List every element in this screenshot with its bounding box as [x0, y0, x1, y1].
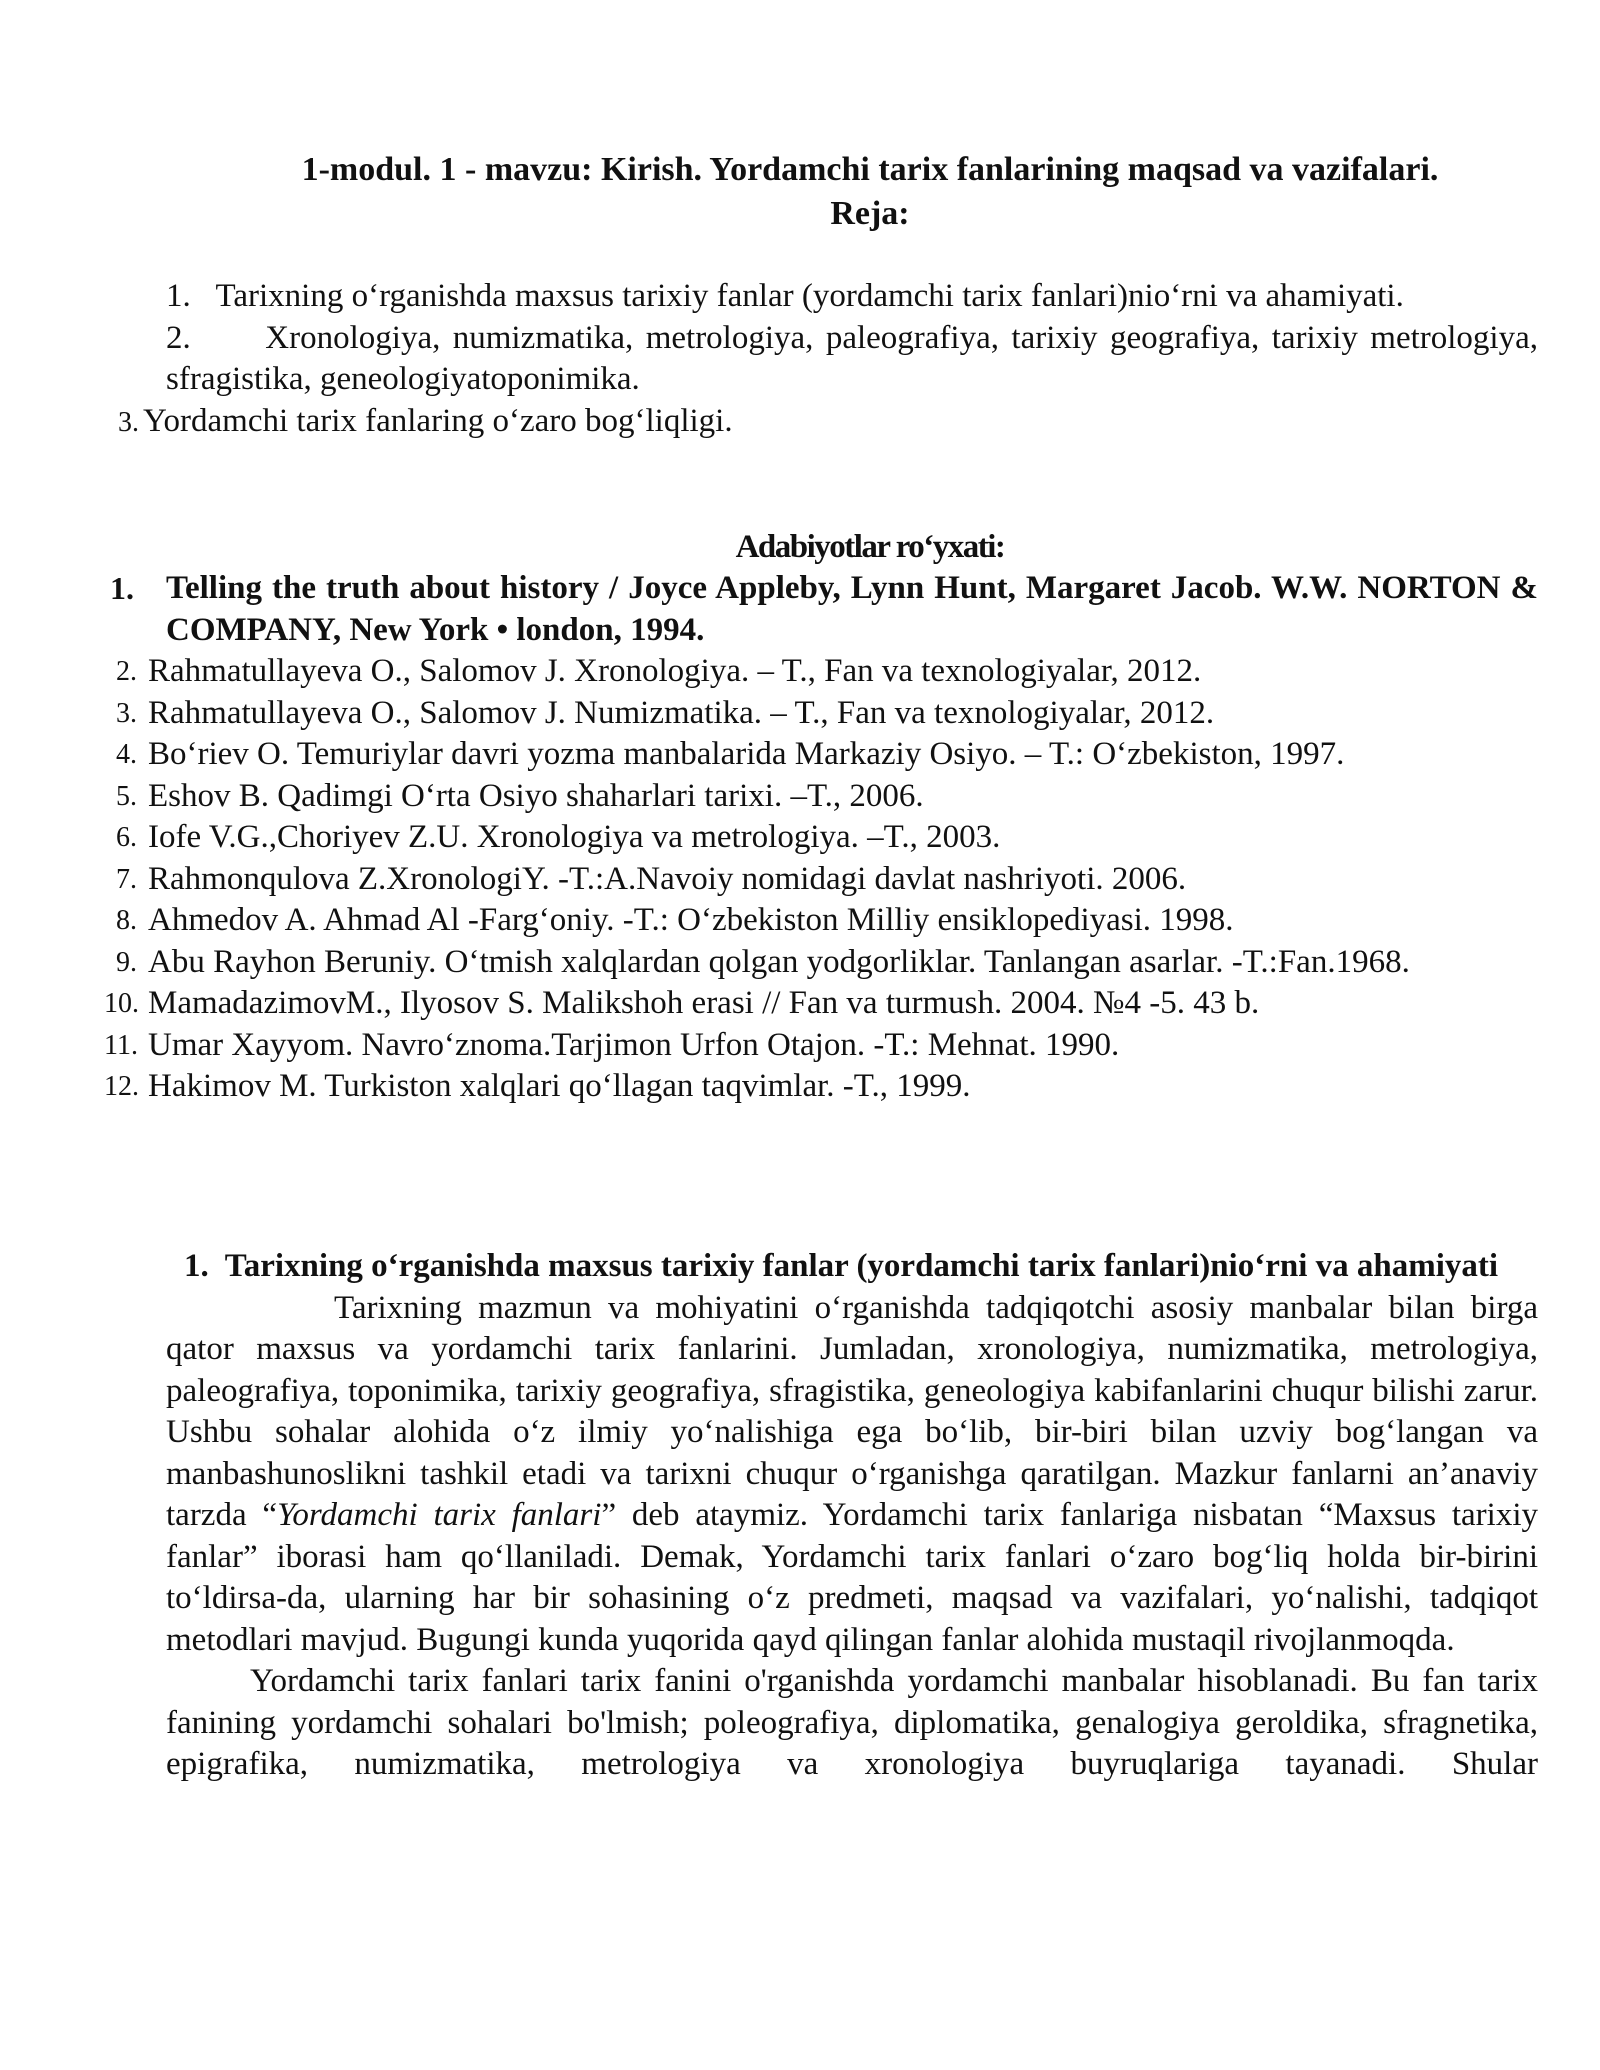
reference-number: 2.	[116, 656, 137, 687]
reference-item	[116, 859, 1538, 901]
reference-item	[116, 900, 1538, 942]
reference-item	[104, 983, 1538, 1025]
plan-item	[166, 318, 1538, 401]
reference-item	[116, 817, 1538, 859]
reference-text: Iofe V.G.,Choriyev Z.U. Xronologiya va metrologiya. –T., 2003.	[148, 819, 1001, 855]
page-title	[0, 148, 1600, 236]
reference-text: Bo‘riev O. Temuriylar davri yozma manbalarida Markaziy Osiyo. – T.: O‘zbekiston, 1997.	[148, 736, 1345, 772]
reference-text: Telling the truth about history / Joyce Appleby, Lynn Hunt, Margaret Jacob. W.W. NORTON & COMPANY, New York • london, 1994.	[166, 570, 1538, 648]
reference-item	[116, 734, 1538, 776]
section-1	[166, 1246, 1538, 1786]
plan-item-number: 1.	[166, 278, 191, 314]
reference-number: 8.	[116, 905, 137, 936]
references-list	[104, 568, 1538, 1108]
reference-text: Umar Xayyom. Navro‘znoma.Tarjimon Urfon Otajon. -T.: Mehnat. 1990.	[148, 1026, 1120, 1063]
section-heading-text: Tarixning o‘rganishda maxsus tarixiy fanlar (yordamchi tarix fanlari)nio‘rni va ahamiyati	[224, 1248, 1499, 1284]
plan-item-number: 3.	[118, 406, 139, 438]
reference-item	[110, 568, 1538, 651]
plan-item-text: Tarixning o‘rganishda maxsus tarixiy fanlar (yordamchi tarix fanlari)nio‘rni va ahamiyati.	[215, 278, 1404, 314]
references-title: Adabiyotlar ro‘yxati:	[735, 529, 1005, 565]
body-paragraph	[166, 1288, 1538, 1662]
plan-item-text: Yordamchi tarix fanlaring o‘zaro bog‘liqligi.	[143, 402, 733, 439]
reference-text: MamadazimovM., Ilyosov S. Malikshoh erasi // Fan va turmush. 2004. №4 -5. 43 b.	[148, 985, 1260, 1021]
reference-text: Hakimov M. Turkiston xalqlari qo‘llagan taqvimlar. -T., 1999.	[148, 1068, 971, 1104]
reference-item	[116, 776, 1538, 818]
reference-item	[116, 942, 1538, 984]
plan-item-number: 2.	[166, 319, 191, 356]
plan-item	[166, 276, 1538, 318]
reference-number: 6.	[116, 822, 137, 853]
reference-item	[104, 1066, 1538, 1108]
plan-item-text: Xronologiya, numizmatika, metrologiya, paleografiya, tarixiy geografiya, tarixiy metrologiya, sfragistika, geneologiyatoponimika.	[166, 319, 1539, 397]
reference-number: 11.	[104, 1029, 138, 1061]
plan-list	[118, 276, 1539, 443]
section-number: 1.	[184, 1248, 209, 1284]
reference-number: 10.	[104, 988, 139, 1019]
reference-text: Rahmatullayeva O., Salomov J. Xronologiya. – T., Fan va texnologiyalar, 2012.	[148, 653, 1202, 689]
reference-text: Ahmedov A. Ahmad Al -Farg‘oniy. -T.: O‘zbekiston Milliy ensiklopediyasi. 1998.	[148, 902, 1234, 938]
reference-item	[116, 693, 1538, 735]
reference-item	[104, 1025, 1538, 1067]
body-paragraph: Yordamchi tarix fanlari tarix fanini o'rganishda yordamchi manbalar hisoblanadi. Bu fan tarix fanining yordamchi sohalari bo'lmish; poleografiya, diplomatika, genalogiya geroldika, sfragnetika, epigrafika, numizmatika, metrologiya va xronologiya buyruqlariga tayanadi. Shular	[166, 1663, 1538, 1782]
section-heading	[166, 1246, 1538, 1288]
paragraph-text: ” deb ataymiz. Yordamchi tarix fanlariga nisbatan “Maxsus tarixiy fanlar” iborasi ham qo‘llaniladi. Demak, Yordamchi tarix fanlari o‘zaro bog‘liq holda bir-birini to‘ldirsa-da, ularning har bir sohasining o‘z predmeti, maqsad va vazifalari, yo‘nalishi, tadqiqot metodlari mavjud. Bugungi kunda yuqorida qayd qilingan fanlar alohida mustaqil rivojlanmoqda.	[166, 1497, 1538, 1658]
reference-text: Abu Rayhon Beruniy. O‘tmish xalqlardan qolgan yodgorliklar. Tanlangan asarlar. -T.:Fan.1968.	[148, 943, 1410, 980]
italic-term: Yordamchi tarix fanlari	[277, 1497, 602, 1533]
reference-number: 7.	[116, 863, 137, 895]
reference-text: Rahmatullayeva O., Salomov J. Numizmatika. – T., Fan va texnologiyalar, 2012.	[148, 694, 1215, 731]
reference-text: Rahmonqulova Z.XronologiY. -T.:A.Navoiy nomidagi davlat nashriyoti. 2006.	[148, 860, 1187, 897]
paragraph-text: Tarixning mazmun va mohiyatini o‘rganishda tadqiqotchi asosiy manbalar bilan birga qator maxsus va yordamchi tarix fanlarini. Jumladan, xronologiya, numizmatika, metrologiya, paleografiya, toponimika, tarixiy geografiya, sfragistika, geneologiya kabifanlarini chuqur bilishi zarur. Ushbu sohalar alohida o‘z ilmiy yo‘nalishiga ega bo‘lib, bir-biri bilan uzviy bog‘langan va manbashunoslikni tashkil etadi va tarixni chuqur o‘rganishga qaratilgan. Mazkur fanlarni an’anaviy tarzda “	[166, 1289, 1538, 1533]
reference-number: 5.	[116, 780, 137, 812]
reference-number: 4.	[116, 739, 137, 770]
reference-number: 1.	[110, 570, 134, 606]
reference-number: 9.	[116, 946, 137, 978]
reference-number: 3.	[116, 697, 137, 729]
plan-item	[118, 401, 1538, 444]
reference-item	[116, 651, 1538, 693]
title-line: 1-modul. 1 - mavzu: Kirish. Yordamchi tarix fanlarining maqsad va vazifalari.	[301, 151, 1439, 188]
plan-heading: Reja:	[830, 195, 910, 232]
reference-text: Eshov B. Qadimgi O‘rta Osiyo shaharlari tarixi. –T., 2006.	[148, 777, 924, 814]
reference-number: 12.	[104, 1071, 139, 1102]
